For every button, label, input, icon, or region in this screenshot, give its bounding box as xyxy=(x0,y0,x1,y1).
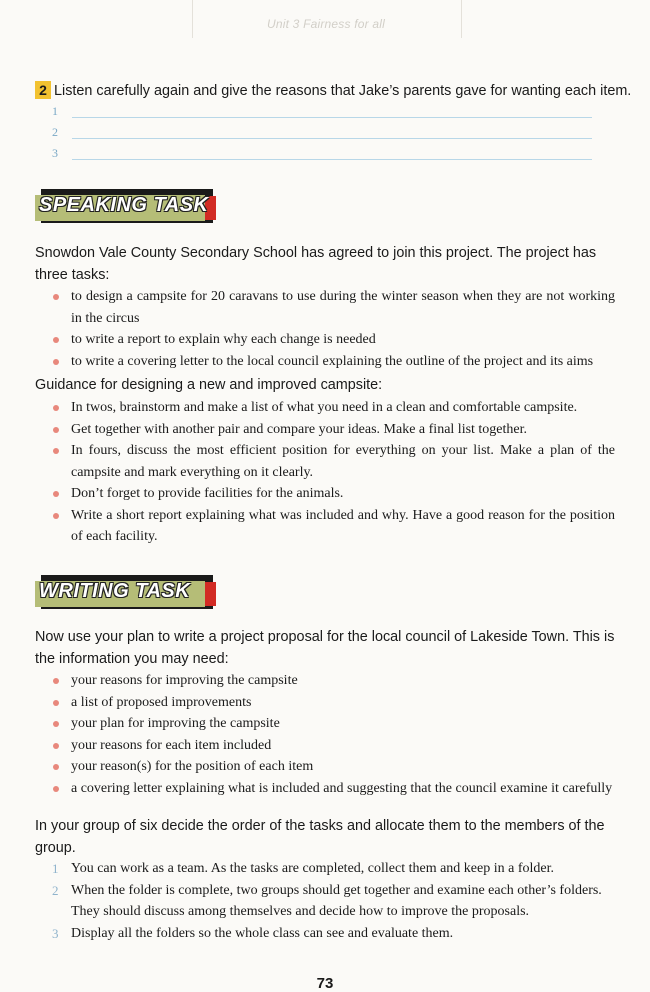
bullet-icon xyxy=(53,700,59,706)
speaking-task-title: SPEAKING TASK xyxy=(39,194,209,216)
list-item xyxy=(52,923,617,945)
bullet-icon xyxy=(53,743,59,749)
bullet-icon xyxy=(53,678,59,684)
step-text: Display all the folders so the whole class can see and evaluate them. xyxy=(71,925,454,941)
list-item xyxy=(53,440,615,483)
answer-line[interactable] xyxy=(52,102,592,123)
step-text: When the folder is complete, two groups should get together and examine each other’s folders. They should discuss among themselves and decide how to improve the proposals. xyxy=(71,882,602,919)
info-list xyxy=(53,670,615,799)
list-item xyxy=(53,419,615,441)
list-item xyxy=(53,735,615,757)
page-number: 73 xyxy=(316,975,334,992)
list-item-text: In fours, discuss the most efficient position for everything on your list. Make a plan of the campsite and mark everything on it clearly. xyxy=(71,443,615,480)
answer-line-number: 3 xyxy=(52,146,58,160)
list-item xyxy=(53,713,615,735)
question-number-badge: 2 xyxy=(35,81,51,99)
list-item xyxy=(53,329,615,351)
writing-task-banner xyxy=(35,575,217,613)
step-text: You can work as a team. As the tasks are completed, collect them and keep in a folder. xyxy=(71,861,554,876)
step-number: 3 xyxy=(52,925,59,941)
list-item-text: a covering letter explaining what is included and suggesting that the council examine it carefully xyxy=(71,780,613,796)
bullet-icon xyxy=(53,764,59,770)
list-item xyxy=(52,858,617,880)
answer-line-number: 1 xyxy=(52,104,58,118)
list-item-text: Get together with another pair and compare your ideas. Make a final list together. xyxy=(71,421,528,437)
list-item xyxy=(53,351,615,373)
banner-accent xyxy=(205,582,216,606)
task-list xyxy=(53,286,615,372)
list-item xyxy=(53,692,615,714)
list-item-text: In twos, brainstorm and make a list of what you need in a clean and comfortable campsite. xyxy=(71,400,578,415)
speaking-intro: Snowdon Vale County Secondary School has agreed to join this project. The project has three tasks: xyxy=(35,245,597,283)
writing-task-title: WRITING TASK xyxy=(39,580,191,602)
answer-rule xyxy=(72,117,592,118)
answer-rule xyxy=(72,138,592,139)
list-item-text: your reasons for each item included xyxy=(71,737,272,753)
answer-line-number: 2 xyxy=(52,125,58,139)
answer-line[interactable] xyxy=(52,123,592,144)
question-2-text: Listen carefully again and give the reasons that Jake’s parents gave for wanting each item. xyxy=(54,83,632,99)
step-number: 1 xyxy=(52,861,59,876)
list-item-text: Write a short report explaining what was included and why. Have a good reason for the position of each facility. xyxy=(71,507,615,544)
speaking-task-banner xyxy=(35,189,217,227)
answer-line[interactable] xyxy=(52,144,592,165)
list-item-text: a list of proposed improvements xyxy=(71,694,252,710)
list-item xyxy=(53,397,615,419)
bullet-icon xyxy=(53,294,59,300)
bullet-icon xyxy=(53,513,59,519)
step-number: 2 xyxy=(52,882,59,898)
list-item xyxy=(53,483,615,505)
list-item xyxy=(53,505,615,548)
list-item-text: your plan for improving the campsite xyxy=(71,716,280,731)
list-item-text: Don’t forget to provide facilities for the animals. xyxy=(71,486,344,501)
answer-rule xyxy=(72,159,592,160)
list-item-text: to design a campsite for 20 caravans to use during the winter season when they are not working in the circus xyxy=(71,289,615,326)
answer-lines xyxy=(52,102,592,165)
list-item xyxy=(52,880,617,923)
list-item xyxy=(53,286,615,329)
bullet-icon xyxy=(53,721,59,727)
list-item-text: to write a report to explain why each change is needed xyxy=(71,332,376,347)
group-instructions: In your group of six decide the order of the tasks and allocate them to the members of the group. xyxy=(35,818,605,856)
bullet-icon xyxy=(53,337,59,343)
bullet-icon xyxy=(53,448,59,454)
bullet-icon xyxy=(53,786,59,792)
list-item xyxy=(53,778,615,800)
list-item-text: to write a covering letter to the local council explaining the outline of the project and its aims xyxy=(71,353,594,369)
list-item xyxy=(53,670,615,692)
steps-list xyxy=(52,858,617,944)
list-item xyxy=(53,756,615,778)
writing-intro: Now use your plan to write a project proposal for the local council of Lakeside Town. This is the information you may need: xyxy=(35,629,615,667)
guidance-list xyxy=(53,397,615,548)
question-2 xyxy=(35,80,631,102)
list-item-text: your reasons for improving the campsite xyxy=(71,673,298,688)
bullet-icon xyxy=(53,405,59,411)
bullet-icon xyxy=(53,359,59,365)
guidance-heading: Guidance for designing a new and improved campsite: xyxy=(35,377,383,393)
unit-title: Unit 3 Fairness for all xyxy=(267,17,385,31)
bullet-icon xyxy=(53,427,59,433)
bullet-icon xyxy=(53,491,59,497)
list-item-text: your reason(s) for the position of each item xyxy=(71,759,314,774)
